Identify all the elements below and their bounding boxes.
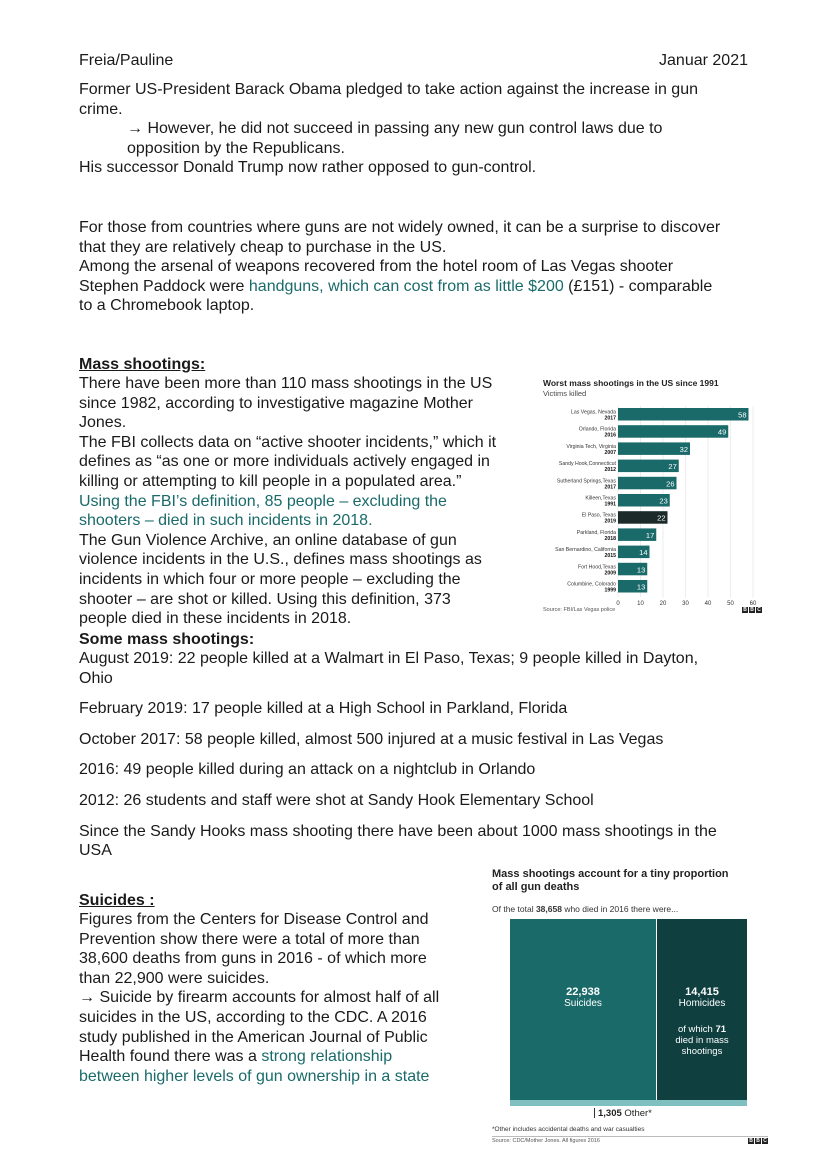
logo-letter: B: [756, 1138, 760, 1144]
suicide-line: → Suicide by firearm accounts for almost half of all: [79, 989, 440, 1007]
category-label: Killeen,Texas: [585, 495, 616, 502]
event-line: USA: [79, 842, 112, 860]
mass-line: defines as “as one or more individuals actively engaged in: [79, 453, 490, 471]
subtitle-text: who died in 2016 there were...: [561, 904, 679, 914]
category-year-label: 2016: [604, 432, 616, 439]
mass-line: killing or attempting to kill people in a populated area.”: [79, 472, 462, 490]
category-year-label: 2012: [604, 467, 616, 474]
note-text: died in mass: [675, 1035, 729, 1046]
bar-value-label: 23: [659, 496, 668, 506]
gun-ownership-link[interactable]: between higher levels of gun ownership in a state: [79, 1067, 430, 1085]
suicides-section: [79, 892, 479, 1086]
category-label: San Bernardino, California: [555, 547, 616, 554]
cost-line: [79, 277, 769, 297]
intro-arrow-line: opposition by the Republicans.: [127, 139, 345, 157]
chart-title: Worst mass shootings in the US since 1991: [543, 378, 719, 388]
bar-value-label: 32: [679, 444, 688, 454]
event-line: Ohio: [79, 669, 113, 687]
bar-value-label: 27: [668, 462, 677, 472]
chart-subtitle: Victims killed: [543, 389, 587, 398]
logo-letter: C: [763, 1138, 767, 1144]
mass-line: Jones.: [79, 414, 127, 432]
suicide-line: study published in the American Journal of Public: [79, 1028, 428, 1046]
intro-line: Former US-President Barack Obama pledged to take action against the increase in gun: [79, 81, 698, 98]
fbi-definition-link[interactable]: shooters – died in such incidents in 2018.: [79, 512, 373, 530]
homicides-label: Homicides: [678, 998, 726, 1009]
mass-line: The FBI collects data on “active shooter incidents,” which it: [79, 433, 497, 451]
mass-shootings-heading: Mass shootings:: [79, 356, 206, 373]
category-label: Virginia Tech, Virginia: [566, 443, 616, 450]
category-year-label: 2018: [604, 535, 616, 542]
intro-line: His successor Donald Trump now rather opposed to gun-control.: [79, 159, 537, 177]
logo-letter: B: [743, 607, 747, 613]
intro-arrow-line: → However, he did not succeed in passing any new gun control laws due to: [127, 120, 663, 138]
header-authors: Freia/Pauline: [79, 52, 174, 69]
x-tick-label: 60: [749, 601, 757, 608]
cost-line: that they are relatively cheap to purchase in the US.: [79, 238, 447, 256]
category-label: Columbine, Colorado: [567, 581, 616, 588]
logo-letter: B: [749, 1138, 753, 1144]
proportion-box: [510, 919, 747, 1106]
category-year-label: 1991: [604, 501, 616, 508]
subtitle-text: Of the total: [492, 904, 536, 914]
chart2-footnote: *Other includes accidental deaths and war casualties: [492, 1126, 645, 1133]
logo-letter: B: [750, 607, 754, 613]
suicide-line: Prevention show there were a total of more than: [79, 930, 420, 948]
bar-value-label: 17: [645, 530, 655, 540]
worst-mass-shootings-chart: [538, 372, 770, 622]
bar-value-label: 14: [639, 548, 648, 558]
category-label: Parkland, Florida: [576, 529, 616, 536]
logo-letter: C: [757, 607, 761, 613]
event-line: February 2019: 17 people killed at a High School in Parkland, Florida: [79, 700, 568, 718]
bar-value-label: 13: [636, 565, 646, 575]
homicides-block: [657, 919, 747, 1100]
bar-chart-svg: [538, 372, 770, 622]
cost-line: to a Chromebook laptop.: [79, 297, 255, 315]
x-tick-label: 20: [659, 601, 667, 608]
cost-line: For those from countries where guns are not widely owned, it can be a surprise to discover: [79, 219, 721, 236]
cost-line: Among the arsenal of weapons recovered from the hotel room of Las Vegas shooter: [79, 258, 674, 276]
category-label: Las Vegas, Nevada: [571, 409, 616, 416]
bbc-logo: [748, 1138, 768, 1144]
event-line: 2016: 49 people killed during an attack on a nightclub in Orlando: [79, 761, 536, 779]
gun-deaths-proportion-chart: [490, 866, 770, 1150]
event-line: August 2019: 22 people killed at a Walmart in El Paso, Texas; 9 people killed in Dayton,: [79, 650, 699, 667]
category-year-label: 2019: [604, 518, 616, 525]
note-text: of which: [677, 1024, 716, 1035]
category-label: El Paso, Texas: [581, 512, 616, 519]
x-tick-label: 40: [704, 601, 712, 608]
mass-line: people died in these incidents in 2018.: [79, 610, 352, 628]
chart2-title-line: of all gun deaths: [492, 881, 580, 893]
chart-source: Source: FBI/Las Vegas police: [543, 607, 616, 613]
bar-value-label: 22: [657, 513, 666, 523]
bar: [618, 408, 749, 421]
chart2-source: Source: CDC/Mother Jones. All figures 2016: [492, 1138, 600, 1144]
bar-value-label: 13: [636, 582, 646, 592]
chart2-subtitle: [492, 904, 678, 914]
bar-value-label: 58: [738, 410, 747, 420]
bbc-logo: [742, 607, 762, 613]
chart2-divider: [492, 1136, 768, 1137]
category-year-label: 1999: [604, 587, 616, 594]
category-label: Sandy Hook,Connecticut: [558, 461, 616, 468]
other-leader-line: [594, 1108, 595, 1118]
category-year-label: 2015: [604, 553, 616, 560]
fbi-definition-link[interactable]: Using the FBI’s definition, 85 people – excluding the: [79, 492, 447, 510]
header-date: Januar 2021: [659, 52, 748, 69]
other-value: 1,305: [598, 1108, 622, 1119]
other-strip: [510, 1100, 747, 1106]
category-year-label: 2007: [604, 449, 616, 456]
mass-shootings-section: [79, 356, 529, 629]
intro-section: [79, 80, 759, 178]
suicide-line: suicides in the US, according to the CDC. A 2016: [79, 1008, 427, 1026]
note-count: 71: [715, 1024, 727, 1035]
suicides-heading: Suicides :: [79, 892, 155, 909]
mass-line: There have been more than 110 mass shootings in the US: [79, 375, 493, 392]
handgun-price-link[interactable]: handguns, which can cost from as little $200: [248, 277, 564, 295]
some-mass-shootings-section: [79, 630, 769, 861]
suicide-text: Health found there was a: [79, 1048, 262, 1066]
note-text: shootings: [681, 1046, 723, 1057]
other-label: [598, 1108, 652, 1119]
suicides-value: 22,938: [566, 986, 600, 998]
cost-text: Stephen Paddock were: [79, 277, 249, 295]
mass-line: violence incidents in the U.S., defines mass shootings as: [79, 551, 482, 569]
subtitle-total: 38,658: [535, 904, 562, 914]
mass-line: since 1982, according to investigative magazine Mother: [79, 394, 473, 412]
event-line: Since the Sandy Hooks mass shooting there have been about 1000 mass shootings in the: [79, 822, 717, 840]
suicides-label: Suicides: [564, 998, 602, 1009]
other-name: Other*: [624, 1108, 652, 1119]
intro-line: crime.: [79, 100, 123, 118]
x-tick-label: 10: [637, 601, 644, 608]
suicides-block: [510, 919, 656, 1100]
mass-line: shooter – are shot or killed. Using this definition, 373: [79, 590, 451, 608]
x-tick-label: 50: [727, 601, 734, 608]
mass-line: The Gun Violence Archive, an online database of gun: [79, 531, 457, 549]
category-year-label: 2009: [604, 570, 616, 577]
some-mass-shootings-heading: Some mass shootings:: [79, 631, 255, 648]
bar-value-label: 26: [666, 479, 675, 489]
suicide-line: 38,600 deaths from guns in 2016 - of which more: [79, 950, 427, 968]
suicide-line: Figures from the Centers for Disease Control and: [79, 911, 429, 928]
gun-ownership-link[interactable]: strong relationship: [261, 1048, 393, 1066]
category-year-label: 2017: [604, 484, 616, 491]
cost-text: (£151) - comparable: [563, 277, 713, 295]
category-year-label: 2017: [604, 415, 616, 422]
chart2-title-line: Mass shootings account for a tiny proportion: [492, 868, 729, 880]
x-tick-label: 0: [616, 601, 620, 608]
bar: [618, 425, 728, 438]
category-label: Orlando, Florida: [578, 426, 616, 433]
event-line: 2012: 26 students and staff were shot at Sandy Hook Elementary School: [79, 791, 594, 809]
event-line: October 2017: 58 people killed, almost 500 injured at a music festival in Las Vegas: [79, 730, 664, 748]
cost-section: [79, 218, 769, 316]
suicide-line: [79, 1047, 479, 1067]
mass-shooting-note: [657, 1024, 747, 1057]
homicides-value: 14,415: [685, 986, 719, 998]
x-tick-label: 30: [682, 601, 689, 608]
category-label: Sutherland Springs,Texas: [556, 478, 616, 485]
bar-value-label: 49: [717, 427, 727, 437]
suicide-line: than 22,900 were suicides.: [79, 969, 270, 987]
mass-line: incidents in which four or more people – excluding the: [79, 570, 461, 588]
category-label: Fort Hood,Texas: [577, 564, 616, 571]
